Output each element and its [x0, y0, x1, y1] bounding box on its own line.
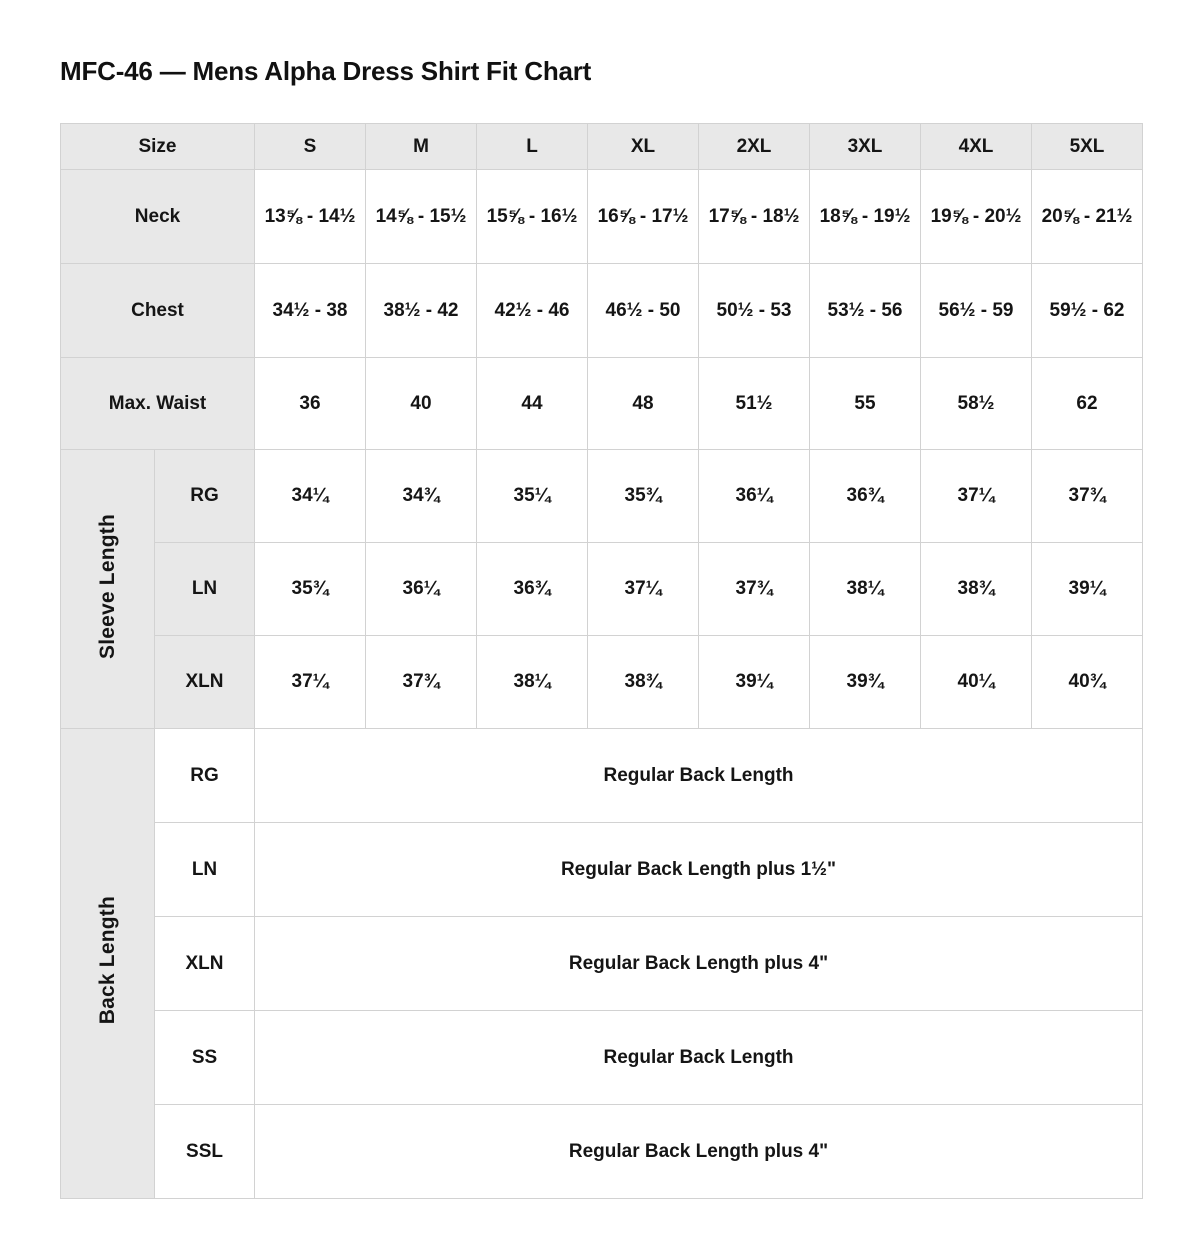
sleeve-xln-xl: 38¾: [588, 636, 699, 729]
table-row: [61, 729, 1143, 823]
neck-l: 15⅝ - 16½: [477, 170, 588, 264]
max-waist-5xl: 62: [1032, 358, 1143, 450]
table-row: [61, 170, 1143, 264]
sleeve-xln-l: 38¼: [477, 636, 588, 729]
header-size-xl: XL: [588, 124, 699, 170]
header-size-4xl: 4XL: [921, 124, 1032, 170]
size-fit-chart-table: [60, 123, 1143, 1199]
table-row: [61, 358, 1143, 450]
sleeve-xln-2xl: 39¼: [699, 636, 810, 729]
header-size-l: L: [477, 124, 588, 170]
back-note-ssl: Regular Back Length plus 4": [255, 1105, 1143, 1199]
header-size-5xl: 5XL: [1032, 124, 1143, 170]
table-row: [61, 264, 1143, 358]
table-row: [61, 1105, 1143, 1199]
max-waist-m: 40: [366, 358, 477, 450]
sleeve-sub-xln: XLN: [155, 636, 255, 729]
back-note-ss: Regular Back Length: [255, 1011, 1143, 1105]
back-sub-xln: XLN: [155, 917, 255, 1011]
group-label-back-length: [61, 729, 155, 1199]
group-label-sleeve-length: [61, 450, 155, 729]
chest-l: 42½ - 46: [477, 264, 588, 358]
row-label-chest: Chest: [61, 264, 255, 358]
back-note-xln: Regular Back Length plus 4": [255, 917, 1143, 1011]
header-size-3xl: 3XL: [810, 124, 921, 170]
back-sub-ssl: SSL: [155, 1105, 255, 1199]
sleeve-ln-m: 36¼: [366, 543, 477, 636]
sleeve-ln-s: 35¾: [255, 543, 366, 636]
chest-m: 38½ - 42: [366, 264, 477, 358]
neck-m: 14⅝ - 15½: [366, 170, 477, 264]
sleeve-ln-3xl: 38¼: [810, 543, 921, 636]
neck-xl: 16⅝ - 17½: [588, 170, 699, 264]
sleeve-xln-3xl: 39¾: [810, 636, 921, 729]
max-waist-4xl: 58½: [921, 358, 1032, 450]
chest-4xl: 56½ - 59: [921, 264, 1032, 358]
header-size-2xl: 2XL: [699, 124, 810, 170]
table-header-row: [61, 124, 1143, 170]
sleeve-rg-2xl: 36¼: [699, 450, 810, 543]
neck-5xl: 20⅝ - 21½: [1032, 170, 1143, 264]
sleeve-sub-rg: RG: [155, 450, 255, 543]
neck-s: 13⅝ - 14½: [255, 170, 366, 264]
chest-s: 34½ - 38: [255, 264, 366, 358]
back-sub-ss: SS: [155, 1011, 255, 1105]
header-size-m: M: [366, 124, 477, 170]
sleeve-ln-4xl: 38¾: [921, 543, 1032, 636]
sleeve-ln-2xl: 37¾: [699, 543, 810, 636]
row-label-max-waist: Max. Waist: [61, 358, 255, 450]
header-size-s: S: [255, 124, 366, 170]
sleeve-rg-3xl: 36¾: [810, 450, 921, 543]
sleeve-ln-xl: 37¼: [588, 543, 699, 636]
sleeve-xln-5xl: 40¾: [1032, 636, 1143, 729]
chest-3xl: 53½ - 56: [810, 264, 921, 358]
table-row: [61, 823, 1143, 917]
table-row: [61, 1011, 1143, 1105]
chest-xl: 46½ - 50: [588, 264, 699, 358]
back-note-ln: Regular Back Length plus 1½": [255, 823, 1143, 917]
back-length-label: Back Length: [95, 896, 119, 1025]
neck-3xl: 18⅝ - 19½: [810, 170, 921, 264]
sleeve-rg-5xl: 37¾: [1032, 450, 1143, 543]
sleeve-rg-xl: 35¾: [588, 450, 699, 543]
sleeve-ln-5xl: 39¼: [1032, 543, 1143, 636]
max-waist-2xl: 51½: [699, 358, 810, 450]
sleeve-rg-l: 35¼: [477, 450, 588, 543]
max-waist-xl: 48: [588, 358, 699, 450]
sleeve-xln-4xl: 40¼: [921, 636, 1032, 729]
sleeve-rg-4xl: 37¼: [921, 450, 1032, 543]
sleeve-sub-ln: LN: [155, 543, 255, 636]
sleeve-length-label: Sleeve Length: [95, 513, 119, 659]
sleeve-xln-s: 37¼: [255, 636, 366, 729]
back-sub-ln: LN: [155, 823, 255, 917]
sleeve-ln-l: 36¾: [477, 543, 588, 636]
sleeve-xln-m: 37¾: [366, 636, 477, 729]
header-size-label: Size: [61, 124, 255, 170]
max-waist-3xl: 55: [810, 358, 921, 450]
table-row: [61, 917, 1143, 1011]
back-note-rg: Regular Back Length: [255, 729, 1143, 823]
row-label-neck: Neck: [61, 170, 255, 264]
max-waist-l: 44: [477, 358, 588, 450]
page-title: MFC-46 — Mens Alpha Dress Shirt Fit Chart: [60, 56, 592, 86]
max-waist-s: 36: [255, 358, 366, 450]
neck-4xl: 19⅝ - 20½: [921, 170, 1032, 264]
chest-2xl: 50½ - 53: [699, 264, 810, 358]
table-row: [61, 450, 1143, 543]
table-row: [61, 636, 1143, 729]
chest-5xl: 59½ - 62: [1032, 264, 1143, 358]
neck-2xl: 17⅝ - 18½: [699, 170, 810, 264]
back-sub-rg: RG: [155, 729, 255, 823]
table-row: [61, 543, 1143, 636]
sleeve-rg-m: 34¾: [366, 450, 477, 543]
sleeve-rg-s: 34¼: [255, 450, 366, 543]
